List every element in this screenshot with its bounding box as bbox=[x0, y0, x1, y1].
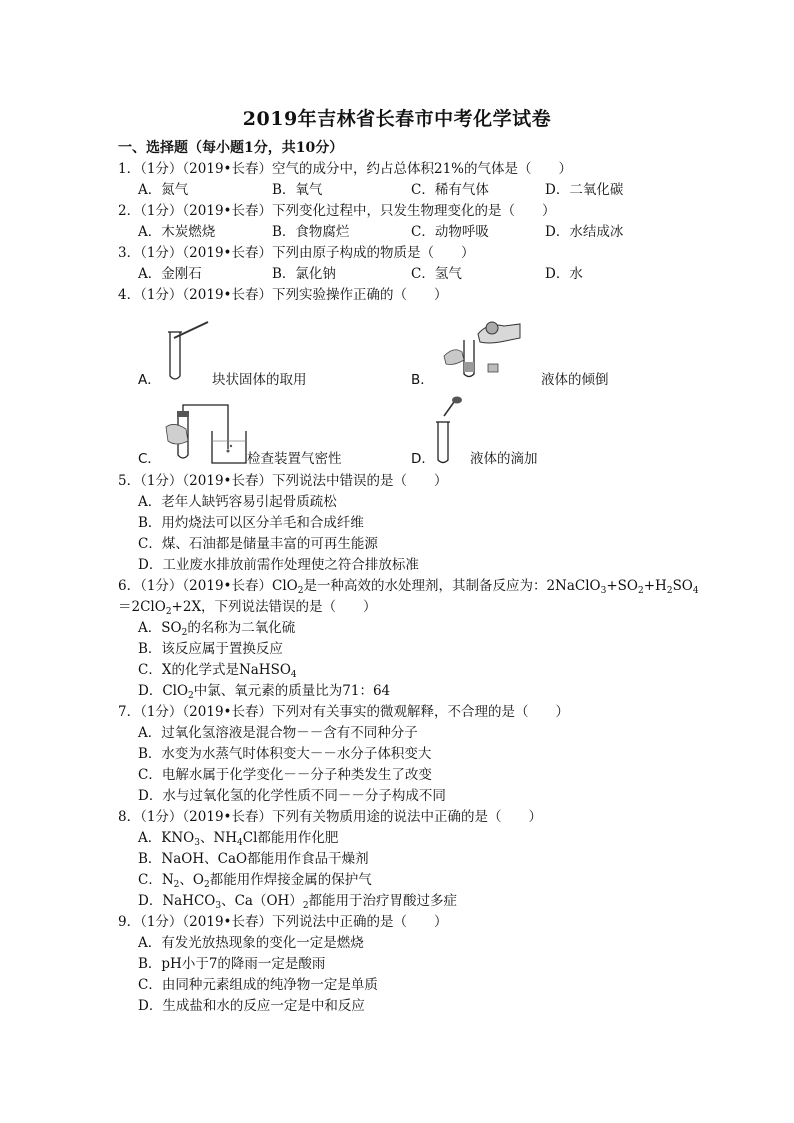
q1-option-d[interactable]: D．二氧化碳 bbox=[545, 182, 624, 198]
q3-option-a[interactable]: A．金刚石 bbox=[138, 266, 202, 282]
q6-option-c[interactable]: C．X的化学式是NaHSO$_4$ bbox=[138, 662, 297, 680]
q3-option-d[interactable]: D．水 bbox=[545, 266, 583, 282]
q4-caption-d: 液体的滴加 bbox=[470, 451, 538, 467]
q6-option-d[interactable]: D．ClO$_2$中氯、氧元素的质量比为71：64 bbox=[138, 683, 391, 701]
question-6-stem-cont: ＝2ClO$_2$+2X，下列说法错误的是（ ） bbox=[118, 599, 377, 617]
question-5-stem: 5．（1分）（2019•长春）下列说法中错误的是（ ） bbox=[118, 473, 448, 489]
question-7-stem: 7．（1分）（2019•长春）下列对有关事实的微观解释，不合理的是（ ） bbox=[118, 704, 569, 720]
q9-option-a[interactable]: A．有发光放热现象的变化一定是燃烧 bbox=[138, 935, 364, 951]
q9-option-c[interactable]: C．由同种元素组成的纯净物一定是单质 bbox=[138, 977, 378, 993]
q4-caption-a: 块状固体的取用 bbox=[212, 372, 307, 388]
q7-option-a[interactable]: A．过氧化氢溶液是混合物－－含有不同种分子 bbox=[138, 725, 418, 741]
q4-option-d[interactable]: D． bbox=[411, 451, 435, 467]
question-1-stem: 1．（1分）（2019•长春）空气的成分中，约占总体积21%的气体是（ ） bbox=[118, 161, 573, 177]
q7-option-b[interactable]: B．水变为水蒸气时体积变大－－水分子体积变大 bbox=[138, 746, 432, 762]
q6-option-b[interactable]: B．该反应属于置换反应 bbox=[138, 641, 283, 657]
q8-option-d[interactable]: D．NaHCO$_3$、$Ca(OH)_2$都能用于治疗胃酸过多症 bbox=[138, 893, 458, 911]
q2-option-d[interactable]: D．水结成冰 bbox=[545, 224, 624, 240]
question-9-stem: 9．（1分）（2019•长春）下列说法中正确的是（ ） bbox=[118, 914, 448, 930]
question-8-stem: 8．（1分）（2019•长春）下列有关物质用途的说法中正确的是（ ） bbox=[118, 809, 542, 825]
question-4-stem: 4．（1分）（2019•长春）下列实验操作正确的（ ） bbox=[118, 287, 448, 303]
q4-caption-b: 液体的倾倒 bbox=[541, 372, 609, 388]
q2-option-a[interactable]: A．木炭燃烧 bbox=[138, 224, 216, 240]
q1-option-b[interactable]: B．氧气 bbox=[272, 182, 323, 198]
q3-option-b[interactable]: B．氯化钠 bbox=[272, 266, 336, 282]
q1-option-c[interactable]: C．稀有气体 bbox=[411, 182, 489, 198]
q6-option-a[interactable]: A．$SO_2$的名称为二氧化硫 bbox=[138, 620, 296, 638]
q2-option-b[interactable]: B．食物腐烂 bbox=[272, 224, 350, 240]
liquid-dropping-figure bbox=[430, 396, 470, 466]
q8-option-a[interactable]: A．$KNO_3$、$NH_4Cl$都能用作化肥 bbox=[138, 830, 339, 848]
q4-option-c[interactable]: C． bbox=[138, 451, 161, 467]
q8-option-c[interactable]: C．$N_2$、$O_2$都能用作焊接金属的保护气 bbox=[138, 872, 372, 890]
q5-option-b[interactable]: B．用灼烧法可以区分羊毛和合成纤维 bbox=[138, 515, 364, 531]
section-heading: 一、选择题（每小题1分，共10分） bbox=[118, 140, 344, 156]
question-3-stem: 3．（1分）（2019•长春）下列由原子构成的物质是（ ） bbox=[118, 245, 475, 261]
q8-option-b[interactable]: B．NaOH、CaO都能用作食品干燥剂 bbox=[138, 851, 369, 867]
q4-caption-c: 检查装置气密性 bbox=[247, 451, 342, 467]
q9-option-d[interactable]: D．生成盐和水的反应一定是中和反应 bbox=[138, 998, 365, 1014]
q5-option-c[interactable]: C．煤、石油都是储量丰富的可再生能源 bbox=[138, 536, 378, 552]
q4-option-b[interactable]: B． bbox=[411, 372, 434, 388]
q7-option-d[interactable]: D．水与过氧化氢的化学性质不同－－分子构成不同 bbox=[138, 788, 446, 804]
q1-option-a[interactable]: A．氮气 bbox=[138, 182, 189, 198]
q5-option-d[interactable]: D．工业废水排放前需作处理使之符合排放标准 bbox=[138, 557, 419, 573]
q4-option-a[interactable]: A． bbox=[138, 372, 161, 388]
page-title: 2019年吉林省长春市中考化学试卷 bbox=[242, 108, 552, 130]
question-6-stem: 6．（1分）（2019•长春）ClO$_2$是一种高效的水处理剂，其制备反应为：$2NaClO_3+SO_2+H_2SO_4$ bbox=[118, 578, 699, 596]
solid-sampling-figure bbox=[160, 318, 220, 384]
question-2-stem: 2．（1分）（2019•长春）下列变化过程中，只发生物理变化的是（ ） bbox=[118, 203, 556, 219]
q7-option-c[interactable]: C．电解水属于化学变化－－分子种类发生了改变 bbox=[138, 767, 432, 783]
q3-option-c[interactable]: C．氢气 bbox=[411, 266, 462, 282]
liquid-pouring-figure bbox=[434, 316, 530, 380]
airtightness-check-figure bbox=[164, 405, 250, 467]
q2-option-c[interactable]: C．动物呼吸 bbox=[411, 224, 489, 240]
q9-option-b[interactable]: B．pH小于7的降雨一定是酸雨 bbox=[138, 956, 326, 972]
q5-option-a[interactable]: A．老年人缺钙容易引起骨质疏松 bbox=[138, 494, 337, 510]
